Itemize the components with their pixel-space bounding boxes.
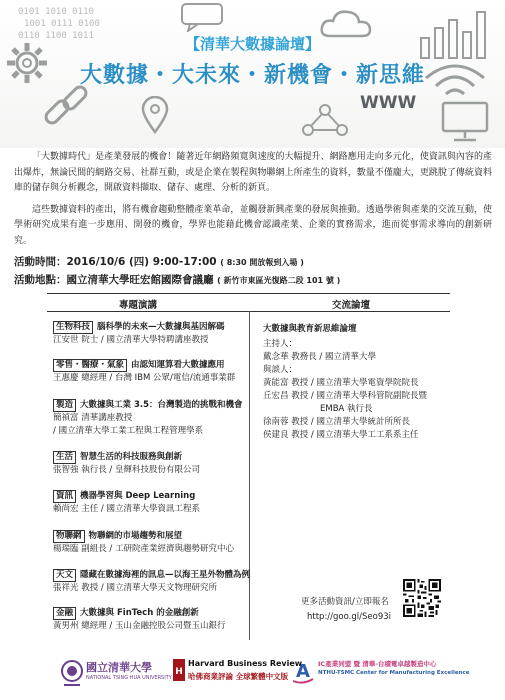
ic-alliance-english-name: NTHU-TSMC Center for Manufacturing Excellence <box>318 670 470 676</box>
speech-bubble-icon <box>180 2 230 32</box>
talk-item <box>53 359 249 385</box>
host-label: 主持人： <box>263 339 298 349</box>
more-info-text: 更多活動資訊/立即報名 <box>301 597 389 607</box>
talk-title: 腦科學的未來—大數據與基因解碼 <box>97 322 225 332</box>
svg-text:A: A <box>296 661 310 682</box>
location-pin-icon <box>140 96 170 134</box>
talk-speaker: 賴尚宏 主任 / 國立清華大學資訊工程系 <box>53 504 200 514</box>
talk-item <box>53 451 249 477</box>
event-place-value: 國立清華大學旺宏館國際會議廳 <box>66 274 214 286</box>
talk-item <box>53 399 249 438</box>
svg-text:1001 0111 0100: 1001 0111 0100 <box>24 19 100 29</box>
table-top-rule <box>47 293 450 294</box>
talk-item <box>53 490 249 516</box>
svg-text:H: H <box>175 667 183 677</box>
intro-paragraph-1: 「大數據時代」是產業發展的機會！隨著近年網路頻寬與速度的大幅提升、網路應用走向多元化，使資訊與內容的產出爆炸，無論民間的網路交易、社群互動，或是企業在製程與物聯網上所產生的資料，數量不僅龐大，更跳脫了傳統資料庫的儲存與分析觀念，開啟資料擷取、儲存、處理、分析的新頁。 <box>14 152 492 193</box>
event-time <box>14 254 494 269</box>
intro-paragraph-2: 這些數據資料的產出，將有機會趨動整體產業革命，並觸發新興產業的發展與推動。透過學術與產業的交流互動，使學術研究成果有進一步應用、開發的機會，學界也能藉此機會認識產業、企業的實務需求，進而從事需求導向的創新研究。 <box>14 204 492 246</box>
topic-tag: 物聯網 <box>53 530 85 543</box>
talk-item <box>53 530 249 556</box>
forum-title-text: 大數據與教育新思維論壇 <box>263 324 357 334</box>
footer-logos <box>0 655 505 695</box>
topic-tag: 製造 <box>53 399 76 412</box>
guests-label: 與談人： <box>263 365 298 375</box>
event-place-label: 活動地點： <box>14 274 67 286</box>
talk-speaker: 楊瑞臨 副組長 / 工研院產業經濟與趨勢研究中心 <box>53 544 234 554</box>
event-place <box>14 272 494 287</box>
talk-item <box>53 321 249 347</box>
talk-title: 大數據與 FinTech 的金融創新 <box>80 608 199 618</box>
talk-speaker: 王惠慶 總經理 / 台灣 IBM 公眾/電信/流通事業群 <box>53 373 236 383</box>
talk-title: 隱藏在數據海裡的訊息—以海王星外物體為例 <box>80 570 251 580</box>
guest-item: 丘宏昌 教授 / 國立清華大學科管院副院長暨 <box>263 391 427 401</box>
talk-speaker: 黃男州 總經理 / 玉山金融控股公司暨玉山銀行 <box>53 621 226 631</box>
forum-title: 【清華大數據論壇】 <box>184 35 320 53</box>
guest-item-continued: EMBA 執行長 <box>320 404 373 414</box>
host-name: 戴念華 教務長 / 國立清華大學 <box>263 352 376 362</box>
column-divider <box>249 311 250 640</box>
network-node-icon <box>300 100 350 140</box>
topic-tag: 零售・醫療・氣象 <box>53 359 127 372</box>
event-place-note: ( 新竹市東區光復路二段 101 號 ) <box>217 276 341 285</box>
hbr-chinese-name: 哈佛商業評論 全球繁體中文版 <box>188 672 289 681</box>
talk-speaker: 張智強 執行長 / 皇輝科技股份有限公司 <box>53 465 200 475</box>
topic-tag: 天文 <box>53 569 76 582</box>
event-time-note: ( 8:30 開放報到入場 ) <box>220 258 304 267</box>
program-table <box>47 293 450 640</box>
column-header-forum: 交流論壇 <box>332 300 371 311</box>
guest-item: 黃能富 教授 / 國立清華大學電資學院院長 <box>263 378 419 388</box>
main-title: 大數據・大未來・新機會・新思維 <box>79 63 425 88</box>
topic-tag: 金融 <box>53 607 76 620</box>
talk-title: 物聯網的市場趨勢和展望 <box>88 531 183 541</box>
talk-title: 機器學習與 Deep Learning <box>80 491 196 501</box>
svg-text:0110 1100 1011: 0110 1100 1011 <box>18 31 94 41</box>
talk-title: 大數據與工業 3.5：台灣製造的挑戰和機會 <box>80 400 243 410</box>
banner <box>0 0 505 148</box>
event-time-label: 活動時間： <box>14 256 67 268</box>
talk-speaker-affiliation: / 國立清華大學工業工程與工程管理學系 <box>53 426 204 436</box>
more-info <box>301 595 391 625</box>
topic-tag: 資訊 <box>53 490 76 503</box>
guest-item: 徐南蓉 教授 / 國立清華大學統計所所長 <box>263 417 410 427</box>
column-header-talks: 專題演講 <box>119 300 158 311</box>
guest-item: 侯建良 教授 / 國立清華大學工工系系主任 <box>263 430 419 440</box>
nthu-english-name: NATIONAL TSING HUA UNIVERSITY <box>86 675 172 681</box>
talk-item <box>53 607 249 633</box>
qr-code-icon[interactable] <box>403 579 441 617</box>
talk-speaker: 簡禎富 清華講座教授 <box>53 413 133 423</box>
forum-panel <box>263 323 453 442</box>
event-time-value: 2016/10/6 (四) 9:00-17:00 <box>66 256 217 268</box>
hbr-name: Harvard Business Review <box>188 659 303 668</box>
monitor-icon <box>440 100 490 144</box>
hbr-logo-icon <box>172 655 186 695</box>
ic-alliance-name: IC產業同盟 暨 清華-台積電卓越製造中心 <box>318 660 437 668</box>
topic-tag: 生活 <box>53 451 76 464</box>
registration-link[interactable]: http://goo.gl/Seo93i <box>307 612 392 622</box>
ic-alliance-logo-icon <box>290 655 316 695</box>
talk-title: 智慧生活的科技服務與創新 <box>80 452 183 462</box>
www-graphic: WWW <box>360 93 417 113</box>
nthu-logo-icon <box>60 655 84 695</box>
topic-tag: 生物科技 <box>53 321 93 334</box>
intro-text <box>14 150 492 255</box>
talk-speaker: 張祥光 教授 / 國立清華大學天文物理研究所 <box>53 583 217 593</box>
talk-title: 由認知運算看大數據應用 <box>131 360 225 370</box>
nthu-name: 國立清華大學 <box>86 661 152 674</box>
svg-text:0101 1010 0110: 0101 1010 0110 <box>18 7 94 17</box>
talk-speaker: 江安世 院士 / 國立清華大學特聘講座教授 <box>53 335 209 345</box>
talk-item <box>53 569 249 595</box>
